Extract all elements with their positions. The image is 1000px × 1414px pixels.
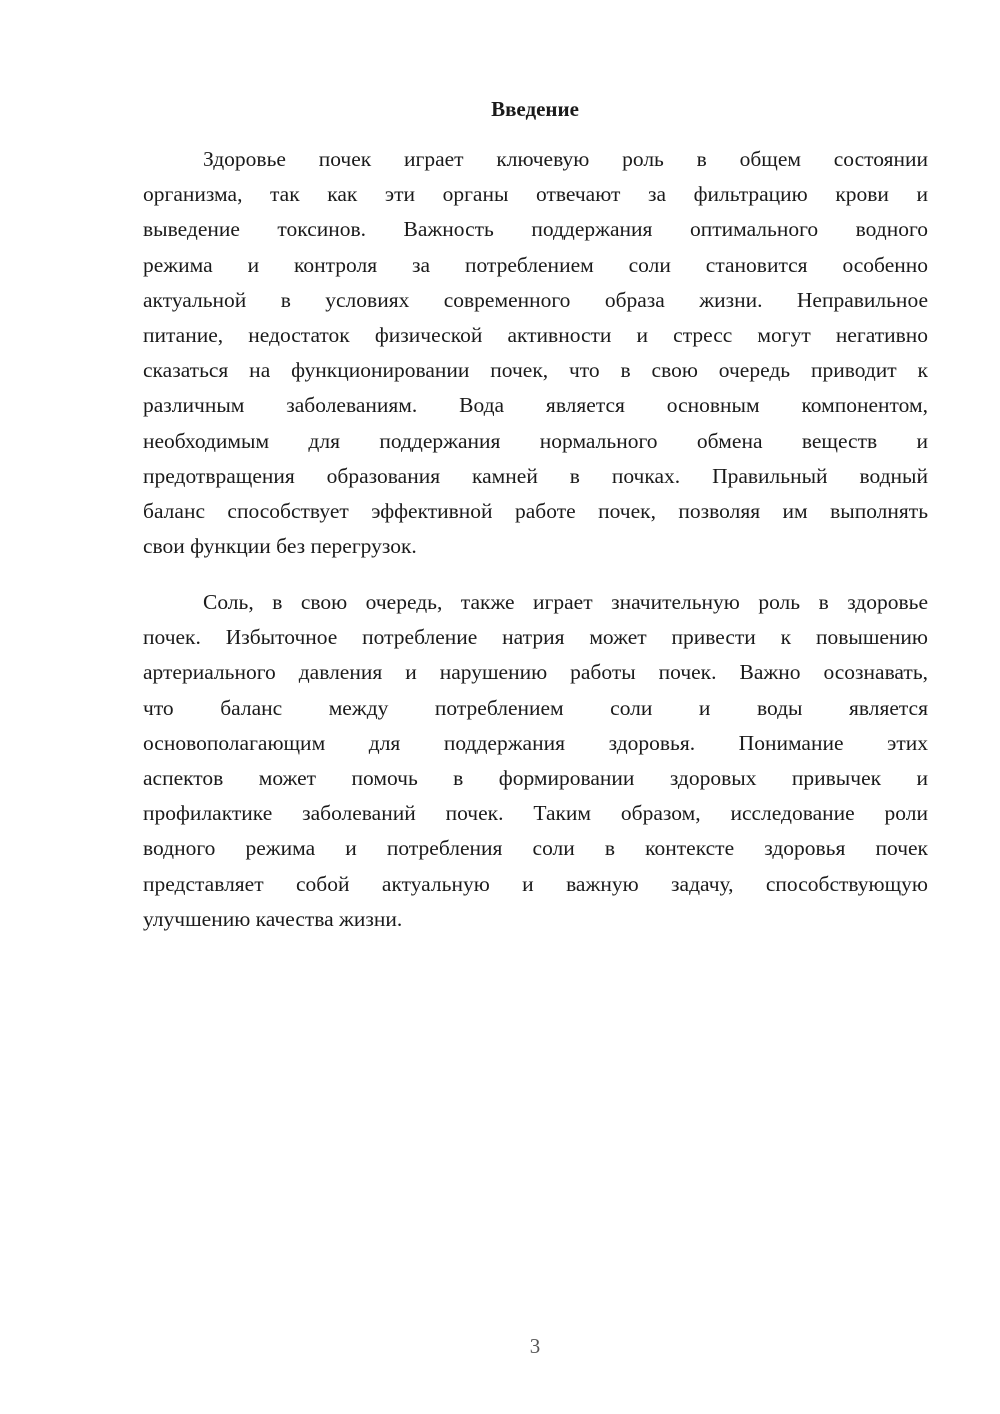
page-number: 3 bbox=[529, 1334, 541, 1358]
text-line: водного режима и потребления соли в контексте здоровья почек bbox=[143, 836, 928, 861]
text-line: почек. Избыточное потребление натрия может привести к повышению bbox=[143, 625, 928, 650]
text-line: предотвращения образования камней в почках. Правильный водный bbox=[143, 463, 928, 488]
text-line: Соль, в свою очередь, также играет значительную роль в здоровье bbox=[203, 590, 928, 614]
text-line: актуальной в условиях современного образа жизни. Неправильное bbox=[143, 287, 928, 312]
text-line: что баланс между потреблением соли и воды является bbox=[143, 695, 928, 720]
text-line: режима и контроля за потреблением соли становится особенно bbox=[143, 252, 928, 277]
text-line: аспектов может помочь в формировании здоровых привычек и bbox=[143, 765, 928, 790]
text-line: организма, так как эти органы отвечают за фильтрацию крови и bbox=[143, 182, 928, 207]
text-line: выведение токсинов. Важность поддержания оптимального водного bbox=[143, 217, 928, 242]
paragraph-1 bbox=[143, 142, 928, 564]
text-line: питание, недостаток физической активности и стресс могут негативно bbox=[143, 322, 928, 347]
text-line: баланс способствует эффективной работе почек, позволяя им выполнять bbox=[143, 498, 928, 523]
section-title: Введение bbox=[491, 97, 579, 121]
text-line: сказаться на функционировании почек, что в свою очередь приводит к bbox=[143, 358, 928, 383]
text-line: улучшению качества жизни. bbox=[143, 906, 403, 931]
text-line: профилактике заболеваний почек. Таким образом, исследование роли bbox=[143, 801, 928, 826]
text-line: свои функции без перегрузок. bbox=[143, 534, 417, 559]
text-line: различным заболеваниям. Вода является основным компонентом, bbox=[143, 393, 928, 418]
text-line: Здоровье почек играет ключевую роль в общем состоянии bbox=[203, 147, 928, 171]
text-line: основополагающим для поддержания здоровья. Понимание этих bbox=[143, 730, 928, 755]
text-line: представляет собой актуальную и важную задачу, способствующую bbox=[143, 871, 928, 896]
paragraph-2 bbox=[143, 585, 928, 937]
text-line: артериального давления и нарушению работы почек. Важно осознавать, bbox=[143, 660, 928, 685]
text-line: необходимым для поддержания нормального обмена веществ и bbox=[143, 428, 928, 453]
